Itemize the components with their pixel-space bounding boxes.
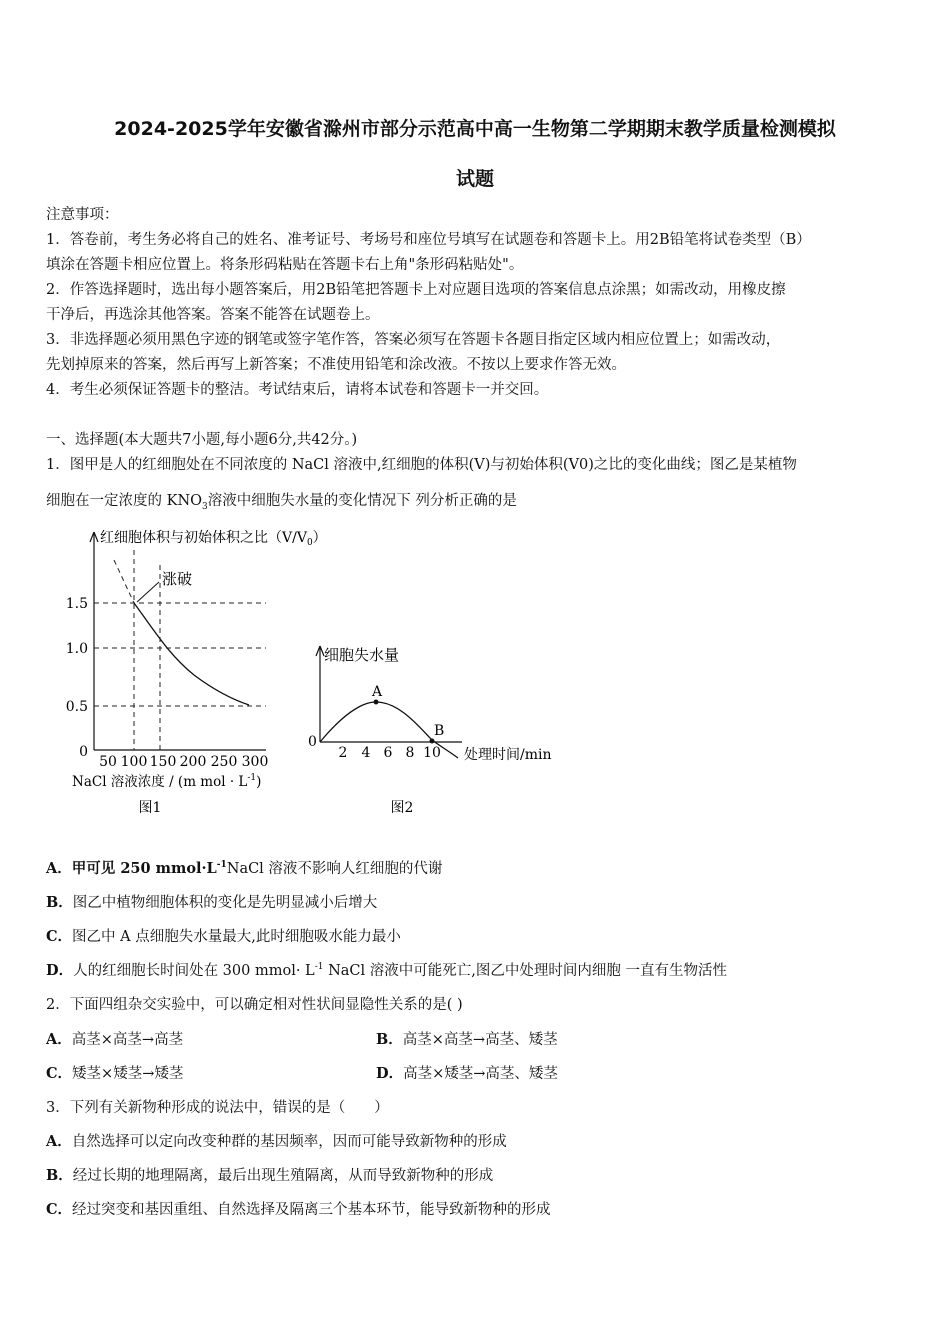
notice-line: 3．非选择题必须用黑色字迹的钢笔或签字笔作答，答案必须写在答题卡各题目指定区域内相应位置上；如需改动， [46,332,781,348]
option-text: 高茎×矮茎→高茎、矮茎 [403,1066,558,1082]
x-tick-label: 200 [179,754,207,770]
x-tick-label: 150 [149,754,177,770]
q3-option-b [46,1164,493,1185]
q1-option-a [46,857,442,878]
y-tick-label: 0.5 [65,699,88,715]
question-2-stem [46,993,463,1014]
q2-option-a [46,1028,183,1049]
y-axis-arrow [316,646,320,656]
section-heading: 一、选择题(本大题共7小题,每小题6分,共42分。) [46,432,358,448]
curve-dashed-extension [114,560,134,603]
point-a-marker [374,700,379,705]
figure-caption: 图2 [390,800,414,816]
superscript: -1 [314,962,324,973]
point-a-label: A [372,684,383,700]
figure-caption: 图1 [138,800,162,816]
figure-2-chart [300,640,580,820]
question-text: 下面四组杂交实验中，可以确定相对性状间显隐性关系的是( ) [69,997,463,1013]
q3-option-c [46,1198,551,1219]
x-tick-label: 10 [423,745,441,761]
q2-option-b [376,1028,558,1049]
option-text: 图乙中 A 点细胞失水量最大,此时细胞吸水能力最小 [72,929,401,945]
y-axis-label: 红细胞体积与初始体积之比$(V/V_0)$ [100,530,327,548]
option-label: D． [46,962,74,979]
notice-heading: 注意事项： [46,207,119,223]
question-text: 下列有关新物种形成的说法中，错误的是（ ） [69,1100,389,1116]
option-label: B． [46,1167,73,1184]
x-axis-label: 处理时间/min [464,747,552,763]
origin-label: 0 [79,744,88,760]
point-b-marker [430,739,435,744]
x-tick-label: 100 [120,754,148,770]
origin-label: 0 [308,734,317,750]
option-text: 图乙中植物细胞体积的变化是先明显减小后增大 [72,895,378,911]
option-label: C． [46,1065,73,1082]
page-title-line2: 试题 [455,168,494,190]
q1-option-c [46,925,401,946]
annotation-label: 涨破 [162,570,193,588]
y-tick-label: 1.0 [65,641,88,657]
page-title: 2024-2025学年安徽省滁州市部分示范高中高一生物第二学期期末教学质量检测模拟 [114,118,836,140]
q3-option-a [46,1130,507,1151]
point-b-label: B [434,723,445,739]
x-tick-label: 50 [99,754,117,770]
x-tick-label: 8 [405,745,415,761]
x-tick-label: 6 [383,745,393,761]
superscript: -1 [216,860,227,871]
option-label: A． [46,860,72,877]
y-tick-label: 1.5 [65,596,88,612]
option-text: 矮茎×矮茎→矮茎 [72,1066,184,1082]
option-label: C． [46,1201,73,1218]
y-axis-label: 细胞失水量 [324,646,400,664]
annotation-arrow [137,582,159,602]
option-label: D． [376,1065,404,1082]
q1-option-d [46,959,727,980]
notice-line: 填涂在答题卡相应位置上。将条形码粘贴在答题卡右上角"条形码粘贴处"。 [46,257,524,273]
option-text: NaCl 溶液不影响人红细胞的代谢 [226,861,443,877]
option-text: 甲可见 250 mmol·L [71,860,217,877]
notice-line: 干净后，再选涂其他答案。答案不能答在试题卷上。 [46,307,380,323]
option-label: A． [46,1031,72,1048]
notice-line: 2．作答选择题时，选出每小题答案后，用2B铅笔把答题卡上对应题目选项的答案信息点涂黑；如需改动，用橡皮擦 [46,282,786,298]
option-text: 人的红细胞长时间处在 300 mmol· L [73,963,315,979]
series-line-fig1 [134,603,249,705]
option-label: B． [376,1031,403,1048]
subscript: 3 [202,501,208,512]
x-tick-label: 4 [361,745,371,761]
question-3-stem [46,1096,389,1117]
question-1-stem [46,453,797,474]
question-number: 3． [46,1100,70,1116]
question-text: 细胞在一定浓度的 KNO [46,493,203,509]
question-number: 2． [46,997,70,1013]
option-text: 经过长期的地理隔离，最后出现生殖隔离，从而导致新物种的形成 [72,1168,494,1184]
question-text: 图甲是人的红细胞处在不同浓度的 NaCl 溶液中,红细胞的体积(V)与初始体积(V0)之比的变化曲线；图乙是某植物 [69,457,797,473]
option-text: 高茎×高茎→高茎 [71,1032,184,1048]
x-tick-label: 2 [338,745,348,761]
x-tick-label: 250 [210,754,238,770]
q1-option-b [46,891,377,912]
question-text: 溶液中细胞失水量的变化情况下 列分析正确的是 [207,493,517,509]
x-axis-label: NaCl 溶液浓度 / (m mol · $L^{-1}$) [72,773,262,790]
question-1-stem-cont [46,489,517,512]
q2-option-c [46,1062,183,1083]
option-label: B． [46,894,73,911]
option-label: A． [46,1133,72,1150]
option-text: NaCl 溶液中可能死亡,图乙中处理时间内细胞 一直有生物活性 [323,963,727,979]
notice-line: 先划掉原来的答案，然后再写上新答案；不准使用铅笔和涂改液。不按以上要求作答无效。 [46,357,626,373]
option-label: C． [46,928,73,945]
notice-line: 4．考生必须保证答题卡的整洁。考试结束后，请将本试卷和答题卡一并交回。 [46,382,549,398]
option-text: 经过突变和基因重组、自然选择及隔离三个基本环节，能导致新物种的形成 [72,1202,551,1218]
option-text: 自然选择可以定向改变种群的基因频率，因而可能导致新物种的形成 [71,1134,507,1150]
question-number: 1． [46,457,70,473]
q2-option-d [376,1062,558,1083]
notice-line: 1．答卷前，考生务必将自己的姓名、准考证号、考场号和座位号填写在试题卷和答题卡上。用2B铅笔将试卷类型（B） [46,232,811,248]
option-text: 高茎×高茎→高茎、矮茎 [402,1032,558,1048]
x-tick-label: 300 [241,754,269,770]
